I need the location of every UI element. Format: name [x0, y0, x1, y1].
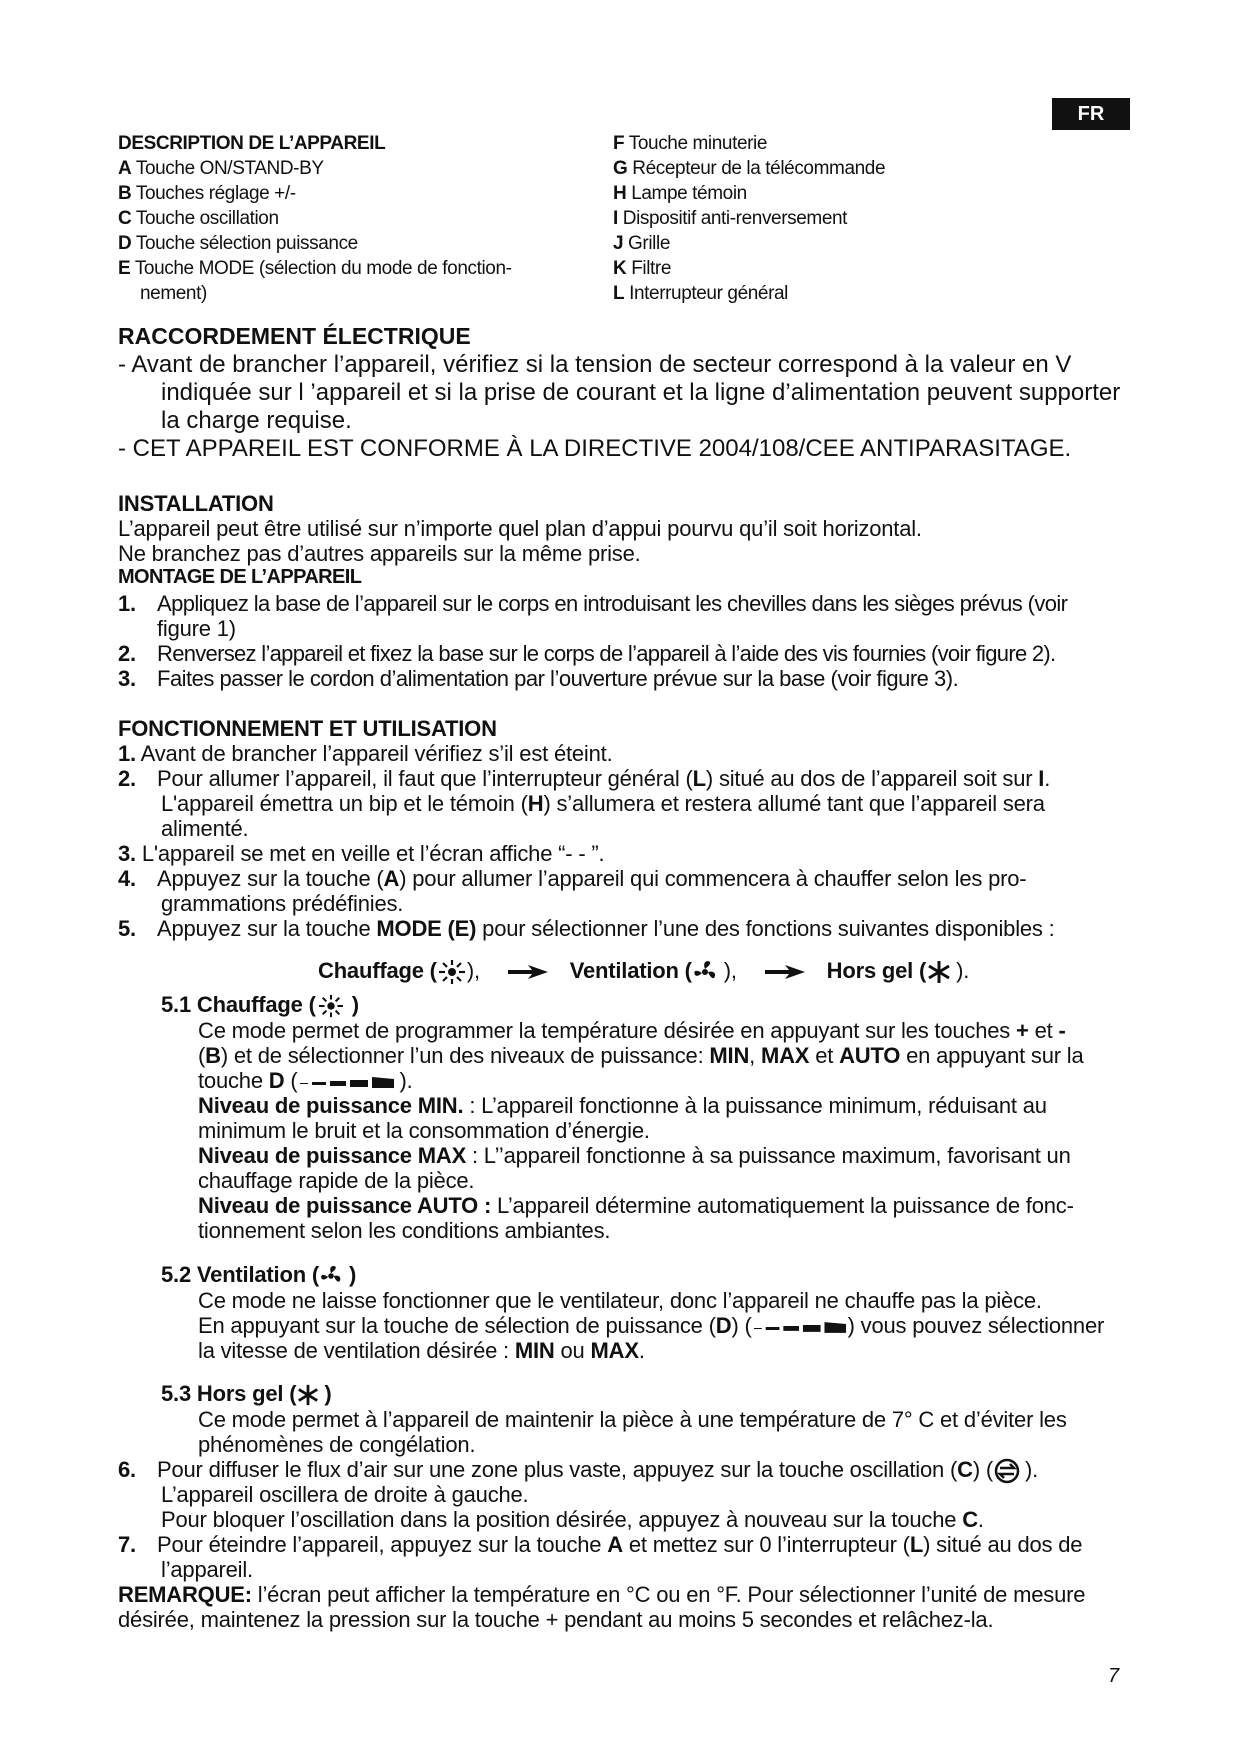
montage-step1-line2: figure 1) [157, 616, 236, 641]
fonct-step4-line2: grammations prédéfinies. [161, 891, 404, 916]
fonct-step4-number: 4. [118, 866, 136, 891]
description-right-list [613, 131, 1033, 306]
snowflake-icon [296, 1383, 320, 1407]
section-5-1-line1: Ce mode permet de programmer la température désirée en appuyant sur les touches + et - [198, 1018, 1066, 1043]
description-item-k: K Filtre [613, 258, 672, 279]
sun-icon [316, 994, 346, 1018]
description-item-d: D Touche sélection puissance [118, 233, 358, 254]
mode-horsgel-label: Hors gel ( [826, 958, 927, 983]
fonct-step1: 1. Avant de brancher l’appareil vérifiez s’il est éteint. [118, 741, 613, 766]
description-title: DESCRIPTION DE L’APPAREIL [118, 133, 386, 154]
snowflake-icon [926, 959, 952, 985]
raccordement-p1-line3: la charge requise. [161, 407, 352, 434]
montage-step3: Faites passer le cordon d’alimentation par l’ouverture prévue sur la base (voir figure 3). [157, 666, 959, 691]
fan-icon [319, 1264, 343, 1288]
fonct-step2-number: 2. [118, 766, 136, 791]
description-item-b: B Touches réglage +/- [118, 183, 296, 204]
section-5-2-line1: Ce mode ne laisse fonctionner que le ventilateur, donc l’appareil ne chauffe pas la pièce. [198, 1288, 1042, 1313]
fan-icon [692, 959, 718, 985]
section-5-2-line3: la vitesse de ventilation désirée : MIN ou MAX. [198, 1338, 645, 1363]
description-left-list [118, 156, 588, 306]
installation-line2: Ne branchez pas d’autres appareils sur la même prise. [118, 541, 641, 566]
installation-title: INSTALLATION [118, 491, 274, 516]
remarque-line1: REMARQUE: l’écran peut afficher la température en °C ou en °F. Pour sélectionner l’unité de mesure [118, 1582, 1086, 1607]
raccordement-p2: - CET APPAREIL EST CONFORME À LA DIRECTIVE 2004/108/CEE ANTIPARASITAGE. [118, 435, 1072, 462]
step6-line1: Pour diffuser le flux d’air sur une zone plus vaste, appuyez sur la touche oscillation (C) ( ). [157, 1457, 1038, 1484]
mode-ventilation-label: Ventilation ( [569, 958, 692, 983]
montage-title: MONTAGE DE L’APPAREIL [118, 566, 362, 588]
fonct-step5-line1: Appuyez sur la touche MODE (E) pour sélectionner l’une des fonctions suivantes disponibles : [157, 916, 1055, 941]
power-level-icon [752, 1320, 848, 1334]
installation-line1: L’appareil peut être utilisé sur n’importe quel plan d’appui pourvu qu’il soit horizontal. [118, 516, 922, 541]
description-item-j: J Grille [613, 233, 670, 254]
fonct-step4-line1: Appuyez sur la touche (A) pour allumer l’appareil qui commencera à chauffer selon les pro- [157, 866, 1027, 891]
page-number: 7 [1108, 1665, 1120, 1687]
section-5-1-min: Niveau de puissance MIN. : L’appareil fonctionne à la puissance minimum, réduisant au [198, 1093, 1047, 1118]
fonctionnement-title: FONCTIONNEMENT ET UTILISATION [118, 716, 497, 741]
fonct-step5-number: 5. [118, 916, 136, 941]
oscillation-icon [993, 1458, 1021, 1484]
step7-line1: Pour éteindre l’appareil, appuyez sur la touche A et mettez sur 0 l’interrupteur (L) situé au dos de [157, 1532, 1083, 1557]
step7-line2: l’appareil. [161, 1557, 253, 1582]
mode-chauffage-label: Chauffage ( [318, 958, 437, 983]
remarque-line2: désirée, maintenez la pression sur la touche + pendant au moins 5 secondes et relâchez-la. [118, 1607, 994, 1632]
step6-number: 6. [118, 1457, 136, 1482]
montage-step3-number: 3. [118, 666, 136, 691]
section-5-3-title: 5.3 Hors gel ( ) [161, 1381, 332, 1406]
description-item-i: I Dispositif anti-renversement [613, 208, 848, 229]
raccordement-p1-line2: indiquée sur l ’appareil et si la prise de courant et la ligne d’alimentation peuvent supporter [161, 379, 1121, 406]
description-item-e-cont: nement) [140, 283, 207, 304]
modes-line: Chauffage ( ), Ventilation ( ), Hors gel ( ). [318, 958, 969, 985]
power-level-icon [298, 1075, 396, 1089]
montage-step2: Renversez l’appareil et fixez la base sur le corps de l’appareil à l’aide des vis fournies (voir figure 2). [157, 641, 1056, 666]
section-5-1-min-line2: minimum le bruit et la consommation d’énergie. [198, 1118, 650, 1143]
description-item-c: C Touche oscillation [118, 208, 279, 229]
fonct-step3: 3. L'appareil se met en veille et l’écran affiche “- - ”. [118, 841, 605, 866]
section-5-3-line1: Ce mode permet à l’appareil de maintenir la pièce à une température de 7° C et d’éviter les [198, 1407, 1067, 1432]
description-item-e: E Touche MODE (sélection du mode de fonction- [118, 258, 512, 279]
description-item-g: G Récepteur de la télécommande [613, 158, 886, 179]
section-5-2-title: 5.2 Ventilation ( ) [161, 1262, 357, 1287]
section-5-1-line3: touche D ( ). [198, 1068, 413, 1093]
montage-step1-line1: Appliquez la base de l’appareil sur le corps en introduisant les chevilles dans les sièges prévus (voir [157, 591, 1068, 616]
montage-step1-number: 1. [118, 591, 136, 616]
description-item-h: H Lampe témoin [613, 183, 747, 204]
language-badge: FR [1052, 98, 1130, 130]
step7-number: 7. [118, 1532, 136, 1557]
arrow-right-icon [506, 964, 550, 980]
section-5-1-line2: (B) et de sélectionner l’un des niveaux de puissance: MIN, MAX et AUTO en appuyant sur la [198, 1043, 1084, 1068]
step6-line2: L’appareil oscillera de droite à gauche. [161, 1482, 529, 1507]
description-item-a: A Touche ON/STAND-BY [118, 158, 324, 179]
fonct-step2-line1: Pour allumer l’appareil, il faut que l’interrupteur général (L) situé au dos de l’appareil soit sur I. [157, 766, 1051, 791]
section-5-1-auto: Niveau de puissance AUTO : L’appareil détermine automatiquement la puissance de fonc- [198, 1193, 1074, 1218]
section-5-1-max-line2: chauffage rapide de la pièce. [198, 1168, 475, 1193]
section-5-1-max: Niveau de puissance MAX : L’’appareil fonctionne à sa puissance maximum, favorisant un [198, 1143, 1071, 1168]
section-5-1-title: 5.1 Chauffage ( ) [161, 992, 359, 1017]
sun-icon [437, 959, 467, 985]
arrow-right-icon [763, 964, 807, 980]
fonct-step2-line3: alimenté. [161, 816, 249, 841]
montage-step2-number: 2. [118, 641, 136, 666]
section-5-3-line2: phénomènes de congélation. [198, 1432, 476, 1457]
description-item-l: L Interrupteur général [613, 283, 788, 304]
raccordement-title: RACCORDEMENT ÉLECTRIQUE [118, 323, 471, 349]
fonct-step2-line2: L'appareil émettra un bip et le témoin (H) s’allumera et restera allumé tant que l’appareil sera [161, 791, 1045, 816]
step6-line3: Pour bloquer l’oscillation dans la position désirée, appuyez à nouveau sur la touche C. [161, 1507, 984, 1532]
section-5-1-auto-line2: tionnement selon les conditions ambiantes. [198, 1218, 611, 1243]
description-item-f: F Touche minuterie [613, 133, 768, 154]
section-5-2-line2: En appuyant sur la touche de sélection de puissance (D) ( ) vous pouvez sélectionner [198, 1313, 1105, 1338]
raccordement-p1-line1: - Avant de brancher l’appareil, vérifiez si la tension de secteur correspond à la valeur en V [118, 351, 1072, 378]
